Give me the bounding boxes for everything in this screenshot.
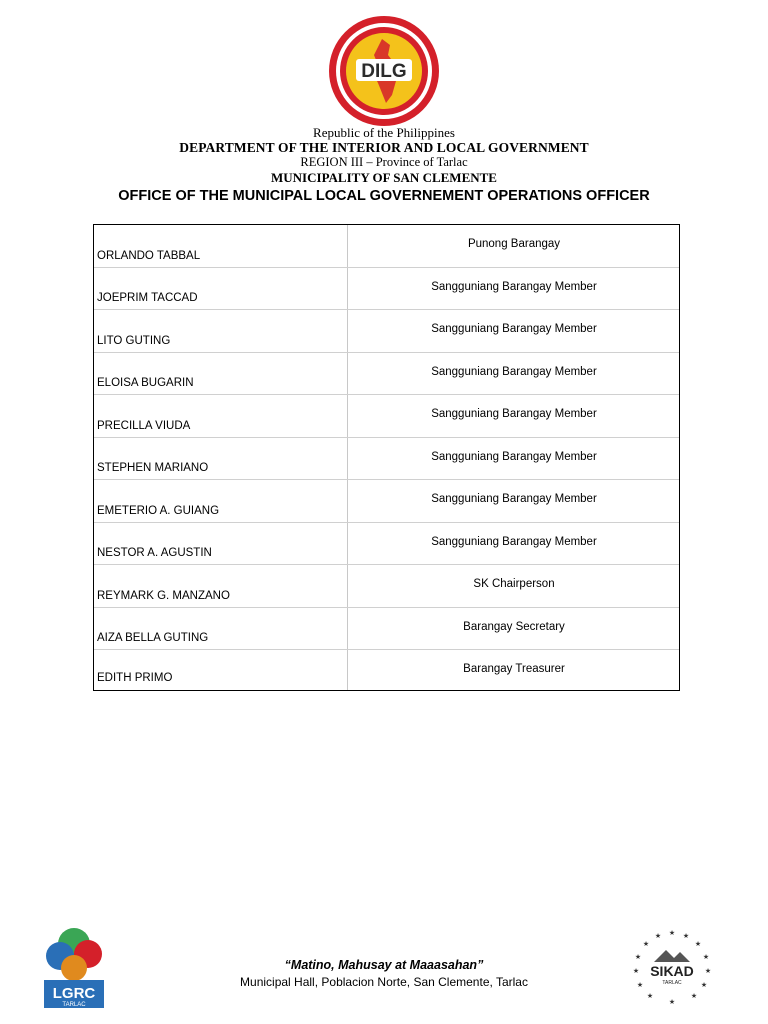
svg-text:★: ★ [636, 981, 644, 989]
table-row [94, 353, 679, 396]
official-name: JOEPRIM TACCAD [97, 292, 198, 304]
official-position: Sangguniang Barangay Member [431, 450, 597, 463]
svg-text:★: ★ [704, 967, 712, 975]
svg-text:★: ★ [668, 998, 676, 1006]
table-row [94, 650, 679, 690]
table-row [94, 608, 679, 651]
footer-motto: “Matino, Mahusay at Maaasahan” [284, 958, 484, 972]
official-position: Sangguniang Barangay Member [431, 280, 597, 293]
official-position: SK Chairperson [473, 578, 555, 590]
svg-text:★: ★ [700, 981, 708, 989]
official-name: REYMARK G. MANZANO [97, 589, 230, 602]
svg-text:★: ★ [632, 967, 640, 975]
svg-text:★: ★ [702, 953, 710, 961]
official-name: STEPHEN MARIANO [97, 462, 209, 474]
official-name: EDITH PRIMO [97, 672, 173, 684]
svg-text:★: ★ [682, 932, 690, 940]
table-row [94, 480, 679, 523]
region-line: REGION III – Province of Tarlac [300, 155, 468, 169]
lgrc-logo-sub: TARLAC [62, 1002, 86, 1008]
svg-text:★: ★ [690, 992, 698, 1000]
svg-text:★: ★ [646, 992, 654, 1000]
republic-line: Republic of the Philippines [313, 125, 455, 140]
official-name: PRECILLA VIUDA [97, 419, 191, 432]
sikad-tarlac-logo [628, 926, 716, 1006]
official-position: Sangguniang Barangay Member [431, 323, 597, 335]
table-row [94, 438, 679, 481]
official-position: Barangay Treasurer [463, 663, 565, 675]
officials-table [93, 224, 680, 691]
office-title: OFFICE OF THE MUNICIPAL LOCAL GOVERNEMENT OPERATIONS OFFICER [118, 188, 650, 204]
svg-text:★: ★ [694, 940, 702, 948]
official-position: Barangay Secretary [463, 620, 565, 633]
lgrc-logo-text: LGRC [52, 985, 96, 1002]
svg-text:★: ★ [654, 932, 662, 940]
official-name: AIZA BELLA GUTING [97, 632, 209, 644]
table-row [94, 268, 679, 311]
official-name: LITO GUTING [97, 334, 171, 347]
sikad-logo-sub: TARLAC [662, 980, 682, 986]
table-row [94, 225, 679, 268]
sikad-logo-text: SIKAD [650, 963, 694, 979]
table-row [94, 565, 679, 608]
official-position: Sangguniang Barangay Member [431, 365, 597, 378]
official-name: ELOISA BUGARIN [97, 377, 194, 389]
official-name: NESTOR A. AGUSTIN [97, 547, 212, 559]
footer-address: Municipal Hall, Poblacion Norte, San Clemente, Tarlac [240, 975, 528, 989]
table-row [94, 395, 679, 438]
official-name: ORLANDO TABBAL [97, 249, 201, 262]
table-row [94, 310, 679, 353]
svg-text:★: ★ [642, 940, 650, 948]
seal-text: DILG [361, 61, 407, 82]
table-row [94, 523, 679, 566]
official-name: EMETERIO A. GUIANG [97, 504, 220, 517]
municipality-line: MUNICIPALITY OF SAN CLEMENTE [271, 170, 497, 185]
dilg-seal-logo [328, 15, 440, 127]
official-position: Sangguniang Barangay Member [431, 493, 597, 505]
department-line: DEPARTMENT OF THE INTERIOR AND LOCAL GOVERNMENT [179, 140, 589, 155]
svg-text:★: ★ [634, 953, 642, 961]
svg-text:★: ★ [668, 929, 676, 937]
official-position: Sangguniang Barangay Member [431, 408, 597, 420]
official-position: Punong Barangay [467, 238, 561, 250]
official-position: Sangguniang Barangay Member [431, 535, 597, 548]
